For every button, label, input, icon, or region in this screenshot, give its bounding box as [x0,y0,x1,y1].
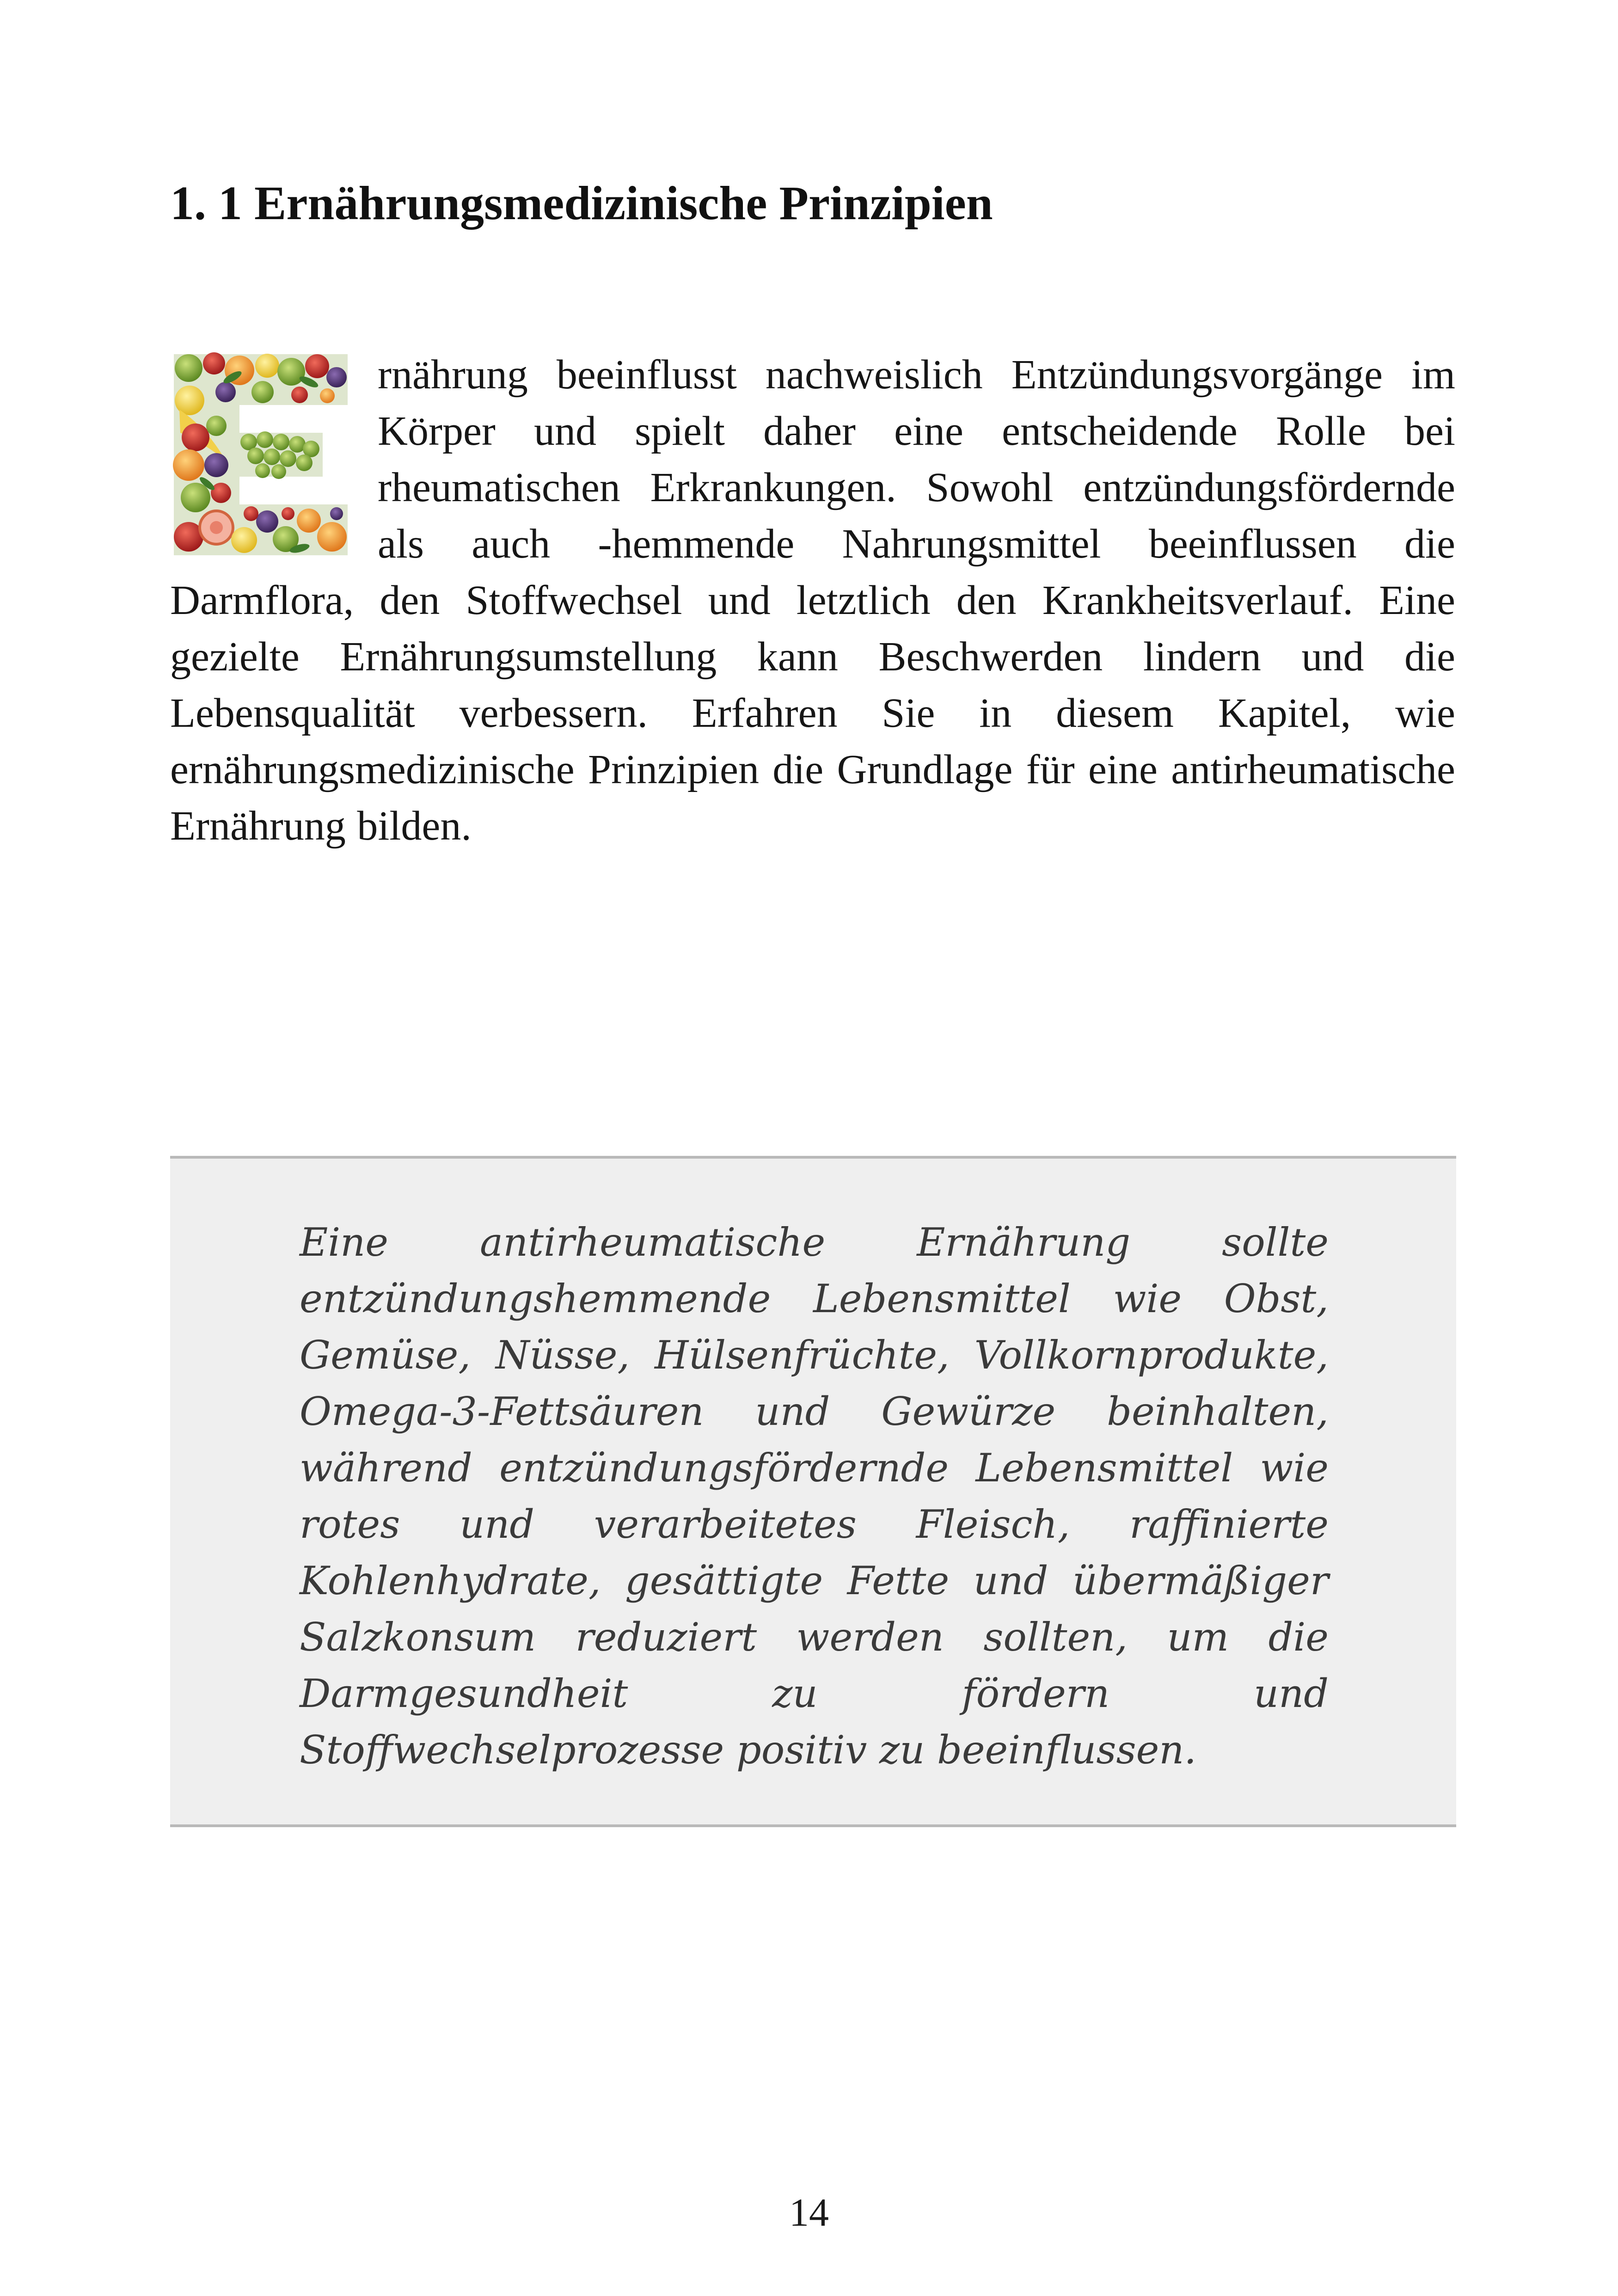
intro-paragraph [170,347,1455,854]
intro-text: rnährung beeinflusst nachweislich Entzündungsvorgänge im Körper und spielt daher eine entscheidende Rolle bei rheumatischen Erkrankungen. Sowohl entzündungsfördernde als auch -hemmende Nahrungsmittel beeinflussen die Darmflora, den Stoffwechsel und letztlich den Krankheitsverlauf. Eine gezielte Ernährungsumstellung kann Beschwerden lindern und die Lebensqualität verbessern. Erfahren Sie in diesem Kapitel, wie ernährungsmedizinische Prinzipien die Grundlage für eine antirheumatische Ernährung bilden. [170,352,1455,849]
summary-callout-box [170,1156,1456,1827]
page-number: 14 [789,2190,829,2235]
section-heading: 1. 1 Ernährungsmedizinische Prinzipien [170,177,993,230]
dropcap-fruit-letter-e-icon [170,350,357,563]
summary-callout-text: Eine antirheumatische Ernährung sollte entzündungshemmende Lebensmittel wie Obst, Gemüse, Nüsse, Hülsenfrüchte, Vollkornprodukte, Omega-3-Fettsäuren und Gewürze beinhalten, während entzündungsfördernde Lebensmittel wie rotes und verarbeitetes Fleisch, raffinierte Kohlenhydrate, gesättigte Fette und übermäßiger Salzkonsum reduziert werden sollten, um die Darmgesundheit zu fördern und Stoffwechselprozesse positiv zu beeinflussen. [300,1220,1329,1773]
